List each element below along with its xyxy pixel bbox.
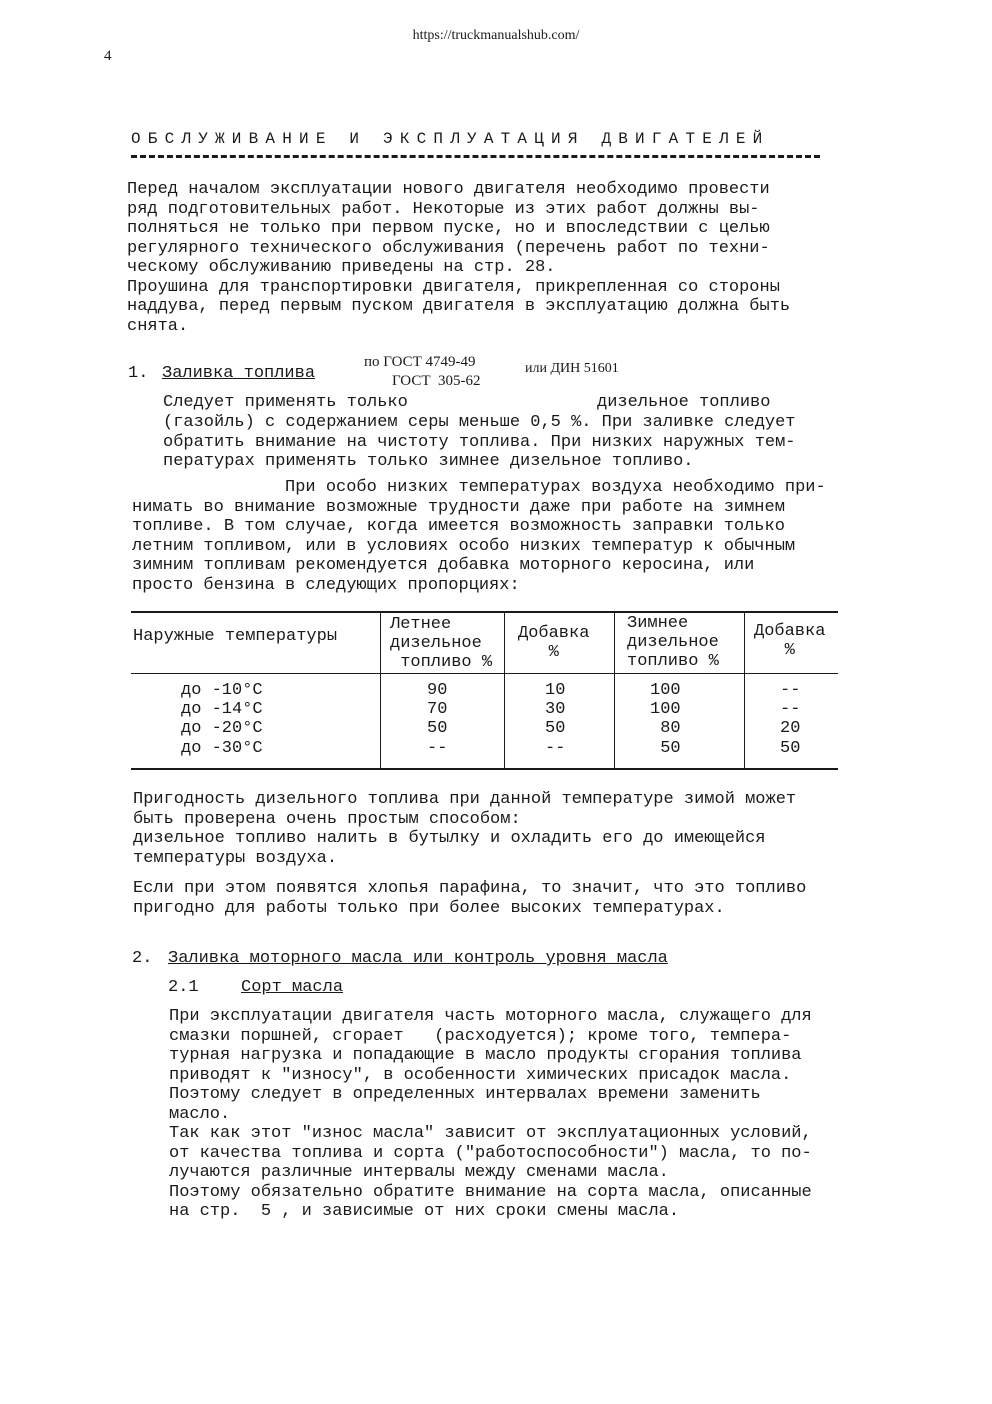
table-header-additive-2: Добавка %: [754, 622, 826, 660]
section1-title: Заливка топлива: [162, 364, 316, 383]
page-title: ОБСЛУЖИВАНИЕ И ЭКСПЛУАТАЦИЯ ДВИГАТЕЛЕЙ: [131, 130, 770, 148]
section1-standard-1: по ГОСТ 4749-49: [364, 354, 476, 370]
section1-standard-2: ГОСТ 305-62: [392, 373, 481, 389]
table-divider: [614, 611, 615, 769]
section2-number: 2.: [132, 949, 153, 968]
source-url: https://truckmanualshub.com/: [412, 28, 580, 43]
oil-grade-paragraph: При эксплуатации двигателя часть моторного масла, служащего для смазки поршней, сгорает (расходуется); кроме того, темпера- турная нагрузка и попадающие в масло продукты сгорания топлива приводят к "износу", в особенности химических присадок масла. Поэтому следует в определенных интервалах времени заменить масло. Так как этот "износ масла" зависит от эксплуатационных условий, от качества топлива и сорта ("работоспособности") масла, то по- лучаются различные интервалы между сменами масла. Поэтому обязательно обратите внимание на сорта масла, описанные на стр. 5 , и зависимые от них сроки смены масла.: [169, 1007, 812, 1221]
table-col-additive-2: -- -- 20 50: [780, 681, 801, 758]
section1-body-fuel: дизельное топливо: [597, 393, 771, 412]
fuel-check-paragraph: Пригодность дизельного топлива при данной температуре зимой может быть проверена очень простым способом: дизельное топливо налить в бутылку и охладить его до имеющейся температуры воздуха.: [133, 790, 797, 868]
section1-body-lead: Следует применять только: [163, 393, 408, 412]
table-header-rule: [131, 673, 838, 674]
table-col-temps: до -10°С до -14°С до -20°С до -30°С: [181, 681, 263, 758]
subsection-number: 2.1: [168, 978, 199, 997]
section1-din: или ДИН 51601: [525, 361, 619, 376]
page-number: 4: [104, 48, 112, 64]
table-header-winter-fuel: Зимнее дизельное топливо %: [627, 614, 719, 671]
section1-body-2: При особо низких температурах воздуха необходимо при- нимать во внимание возможные трудности даже при работе на зимнем топливе. В том случае, когда имеется возможность заправки только летним топливом, или в условиях особо низких температур к обычным зимним топливам рекомендуется добавка моторного керосина, или просто бензина в следующих пропорциях:: [132, 478, 826, 595]
subsection-title: Сорт масла: [241, 978, 344, 997]
table-divider: [380, 611, 381, 769]
table-col-summer: 90 70 50 --: [427, 681, 448, 758]
table-header-summer-fuel: Летнее дизельное топливо %: [390, 615, 493, 672]
table-header-outside-temp: Наружные температуры: [133, 627, 338, 646]
table-header-additive-1: Добавка %: [518, 624, 590, 662]
section2-title: Заливка моторного масла или контроль уровня масла: [168, 949, 668, 968]
table-col-winter: 100 100 80 50: [650, 681, 681, 758]
table-top-rule: [131, 611, 838, 613]
table-divider: [744, 611, 745, 769]
table-col-additive-1: 10 30 50 --: [545, 681, 566, 758]
section1-body: (газойль) с содержанием серы меньше 0,5 %. При заливке следует обратить внимание на чистоту топлива. При низких наружных тем- пературах применять только зимнее дизельное топливо.: [163, 413, 796, 471]
paraffin-paragraph: Если при этом появятся хлопья парафина, то значит, что это топливо пригодно для работы только при более высоких температурах.: [133, 879, 807, 918]
intro-paragraph: Перед началом эксплуатации нового двигателя необходимо провести ряд подготовительных работ. Некоторые из этих работ должны вы- полняться не только при первом пуске, но и впоследствии с целью регулярного технического обслуживания (перечень работ по техни- ческому обслуживанию приведены на стр. 28. Проушина для транспортировки двигателя, прикрепленная со стороны наддува, перед первым пуском двигателя в эксплуатацию должна быть снята.: [127, 180, 791, 336]
table-bottom-rule: [131, 768, 838, 770]
table-divider: [504, 611, 505, 769]
title-underline: [131, 155, 820, 158]
section1-number: 1.: [128, 364, 149, 383]
